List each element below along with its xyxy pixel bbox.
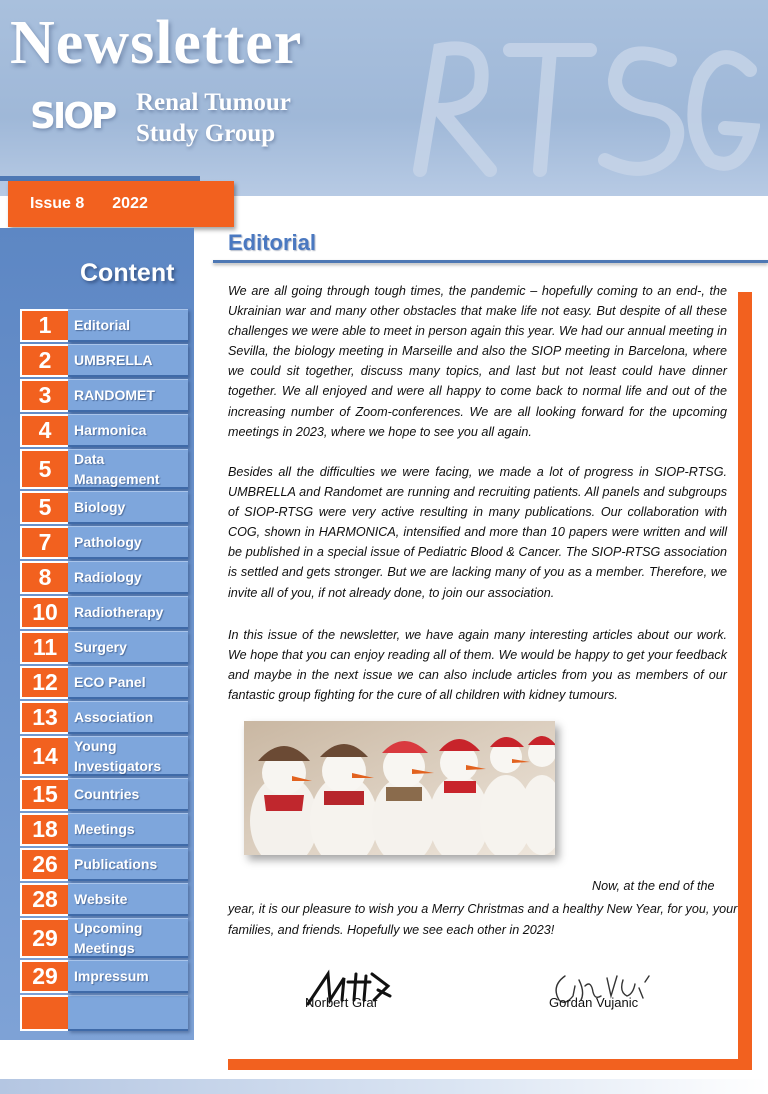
footer-strip <box>0 1079 768 1094</box>
toc-item-website[interactable] <box>20 883 188 916</box>
toc-item-label: Surgery <box>68 631 188 664</box>
table-of-contents <box>20 309 188 1031</box>
toc-page-number: 8 <box>20 561 68 594</box>
toc-item-label: Radiotherapy <box>68 596 188 629</box>
newsletter-title: Newsletter <box>10 9 303 77</box>
group-name-line1: Renal Tumour <box>136 89 291 116</box>
toc-item-label: Editorial <box>68 309 188 342</box>
toc-item-pathology[interactable] <box>20 526 188 559</box>
toc-item-label: Data Management <box>68 449 188 489</box>
toc-item-association[interactable] <box>20 701 188 734</box>
toc-page-number: 10 <box>20 596 68 629</box>
issue-number: Issue 8 <box>30 195 85 212</box>
editorial-paragraph-3: In this issue of the newsletter, we have again many interesting articles about our work. We hope that you can enjoy reading all of them. We would be happy to get your feedback and maybe in the next issue we can also include articles from you as members of our fantastic group fighting for the cure of all children with kidney tumours. <box>228 628 727 703</box>
group-name-line2: Study Group <box>136 120 276 147</box>
toc-item-label: Harmonica <box>68 414 188 447</box>
content-heading: Content <box>80 259 175 287</box>
issue-year: 2022 <box>112 195 148 212</box>
editorial-paragraph-2: Besides all the difficulties we were facing, we made a lot of progress in SIOP-RTSG. UMBRELLA and Randomet are running and recruiting patients. All panels and subgroups of SIOP-RTSG were very active resulting in many publications. Our collaboration with COG, shown in HARMONICA, intensified and more than 10 papers were written and will be published in a special issue of Pediatric Blood & Cancer. The SIOP-RTSG association is settled and gets stronger. But we are lacking many of you as a member. Therefore, we invite all of you, if not already done, to join our association. <box>228 465 727 600</box>
toc-page-number: 12 <box>20 666 68 699</box>
toc-item-label: Website <box>68 883 188 916</box>
toc-page-number: 5 <box>20 491 68 524</box>
toc-item-label: UMBRELLA <box>68 344 188 377</box>
toc-page-number: 5 <box>20 449 68 489</box>
toc-page-number: 26 <box>20 848 68 881</box>
toc-item-label: Young Investigators <box>68 736 188 776</box>
toc-item-randomet[interactable] <box>20 379 188 412</box>
newsletter-banner <box>0 0 768 196</box>
toc-page-number: 15 <box>20 778 68 811</box>
signatory-name: Norbert Graf <box>305 995 378 1010</box>
toc-page-number: 29 <box>20 960 68 993</box>
toc-item-editorial[interactable] <box>20 309 188 342</box>
toc-empty-label <box>68 995 188 1031</box>
editorial-paragraph-1: We are all going through tough times, the pandemic – hopefully coming to an end-, the Ukrainian war and many other obstacles that make life not easy. But despite of all these challenges we were able to meet in person again this year. We had our annual meeting in Sevilla, the biology meeting in Marseille and also the SIOP meeting in Barcelona, where we could sit together, discuss many topics, and last but not least could have dinner together. We all enjoyed and were all happy to come back to normal life and out of the increasing number of Zoom-conferences. We are all looking forward for the upcoming meetings in 2023, where we hope to see you all again. <box>228 284 727 439</box>
snowmen-christmas-image <box>244 721 555 855</box>
toc-item-radiotherapy[interactable] <box>20 596 188 629</box>
siop-logo <box>30 96 114 137</box>
issue-box <box>8 181 234 227</box>
toc-page-number: 3 <box>20 379 68 412</box>
toc-page-number: 14 <box>20 736 68 776</box>
toc-item-harmonica[interactable] <box>20 414 188 447</box>
toc-empty-number <box>20 995 68 1031</box>
toc-item-label: Pathology <box>68 526 188 559</box>
toc-item-label: Meetings <box>68 813 188 846</box>
toc-item-label: Radiology <box>68 561 188 594</box>
toc-page-number: 7 <box>20 526 68 559</box>
toc-item-umbrella[interactable] <box>20 344 188 377</box>
toc-item-label: Impressum <box>68 960 188 993</box>
toc-item-radiology[interactable] <box>20 561 188 594</box>
toc-item-biology[interactable] <box>20 491 188 524</box>
siop-logo-text: SIOP <box>30 96 115 137</box>
toc-item-label: Biology <box>68 491 188 524</box>
page-border-right <box>738 292 752 1062</box>
toc-item-young-investigators[interactable] <box>20 736 188 776</box>
toc-empty-row <box>20 995 188 1031</box>
signatory-name: Gordan Vujanic <box>549 995 639 1010</box>
toc-item-countries[interactable] <box>20 778 188 811</box>
toc-item-label: RANDOMET <box>68 379 188 412</box>
toc-page-number: 4 <box>20 414 68 447</box>
heading-divider <box>213 260 768 263</box>
toc-item-impressum[interactable] <box>20 960 188 993</box>
toc-item-publications[interactable] <box>20 848 188 881</box>
closing-line-2: year, it is our pleasure to wish you a Merry Christmas and a healthy New Year, for you, your families, and friends. Hopefully we see each other in 2023! <box>228 902 738 937</box>
toc-item-data-management[interactable] <box>20 449 188 489</box>
toc-item-surgery[interactable] <box>20 631 188 664</box>
closing-line-1: Now, at the end of the <box>592 879 715 893</box>
toc-item-label: Publications <box>68 848 188 881</box>
toc-page-number: 28 <box>20 883 68 916</box>
toc-item-label: Association <box>68 701 188 734</box>
toc-item-label: Countries <box>68 778 188 811</box>
toc-item-upcoming-meetings[interactable] <box>20 918 188 958</box>
toc-item-label: Upcoming Meetings <box>68 918 188 958</box>
toc-page-number: 11 <box>20 631 68 664</box>
toc-item-meetings[interactable] <box>20 813 188 846</box>
toc-page-number: 29 <box>20 918 68 958</box>
toc-item-label: ECO Panel <box>68 666 188 699</box>
rtsg-watermark-logo <box>400 10 760 190</box>
page-border-bottom <box>228 1059 752 1070</box>
toc-item-eco-panel[interactable] <box>20 666 188 699</box>
toc-page-number: 13 <box>20 701 68 734</box>
toc-page-number: 18 <box>20 813 68 846</box>
editorial-heading: Editorial <box>228 230 317 255</box>
toc-page-number: 1 <box>20 309 68 342</box>
toc-page-number: 2 <box>20 344 68 377</box>
